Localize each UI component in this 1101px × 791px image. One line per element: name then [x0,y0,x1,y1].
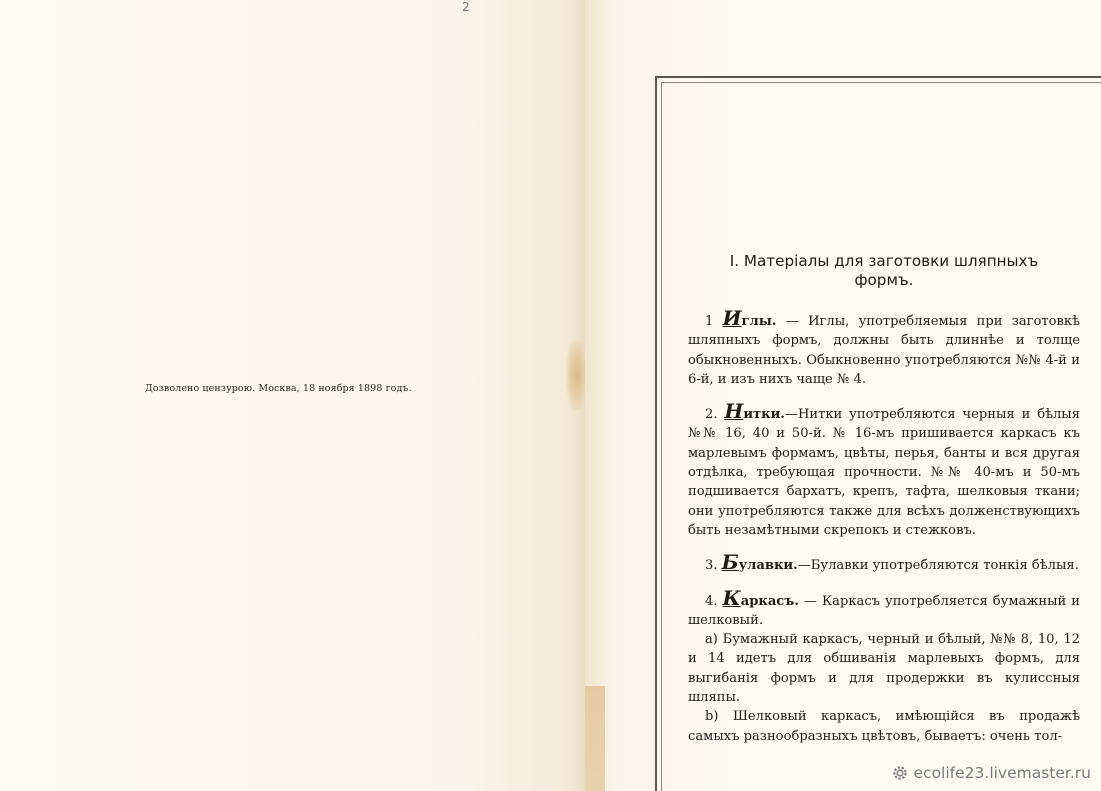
item-body: —Нитки употребляются черныя и бѣлыя №№ 16, 40 и 50-й. № 16-мъ пришивается каркасъ къ марлевымъ формамъ, цвѣты, перья, банты и вся другая отдѣлка, требующая прочности. №№ 40-мъ и 50-мъ подшивается бархатъ, крепъ, тафта, шелковыя ткани; они употребляются также для всѣхъ долженствующихъ быть незамѣтными скрепокъ и стежковъ. [688,407,1080,538]
subitem-a: a) Бумажный каркасъ, черный и бѣлый, №№ 8, 10, 12 и 14 идетъ для обшиванія марлевыхъ формъ, для выгибанія формъ и для продержки въ кулиссныя шляпы. [688,632,1080,706]
watermark [891,764,1091,782]
item-body: — Иглы, употребляемыя при заготовкѣ шляпныхъ формъ, должны быть длиннѣе и толще обыкновенныхъ. Обыкновенно употребляются №№ 4-й и 6-й, и изъ нихъ чаще № 4. [688,314,1080,387]
subitem-b: b) Шелковый каркасъ, имѣющійся въ продажѣ самыхъ разнообразныхъ цвѣтовъ, бываетъ: очень тол- [688,709,1080,744]
paper-stain-lower [585,686,605,791]
item-body: — Каркасъ употребляется бумажный и шелковый. [688,593,1080,628]
item-number: 2. [705,407,718,423]
paragraph-wire [688,585,1080,631]
item-body: —Булавки употребляются тонкія бѣлыя. [797,558,1079,574]
item-heading: итки. [743,407,785,423]
decorated-initial: Б [721,550,739,575]
censorship-note: Дозволено цензурою. Москва, 18 ноября 1898 годъ. [145,383,412,394]
pencil-mark: 2 [462,0,470,14]
decorated-initial: Н [724,399,744,424]
item-heading: глы. [741,314,777,329]
decorated-initial: К [722,585,741,610]
chapter-title-line1: I. Матеріалы для заготовки шляпныхъ [729,252,1039,270]
item-heading: аркасъ. [740,593,799,609]
decorated-initial: И [722,306,742,330]
paragraph-threads [688,399,1080,540]
paragraph-pins [688,550,1080,575]
chapter-title [688,252,1080,290]
item-number: 4. [705,593,718,609]
paragraph-needles [688,306,1080,389]
item-number: 1 [705,314,714,329]
gear-icon [891,764,909,782]
chapter-title-line2: формъ. [854,271,914,289]
item-number: 3. [705,558,718,574]
chapter-text [688,252,1080,746]
watermark-text: ecolife23.livemaster.ru [913,764,1091,782]
item-heading: улавки. [738,558,798,574]
